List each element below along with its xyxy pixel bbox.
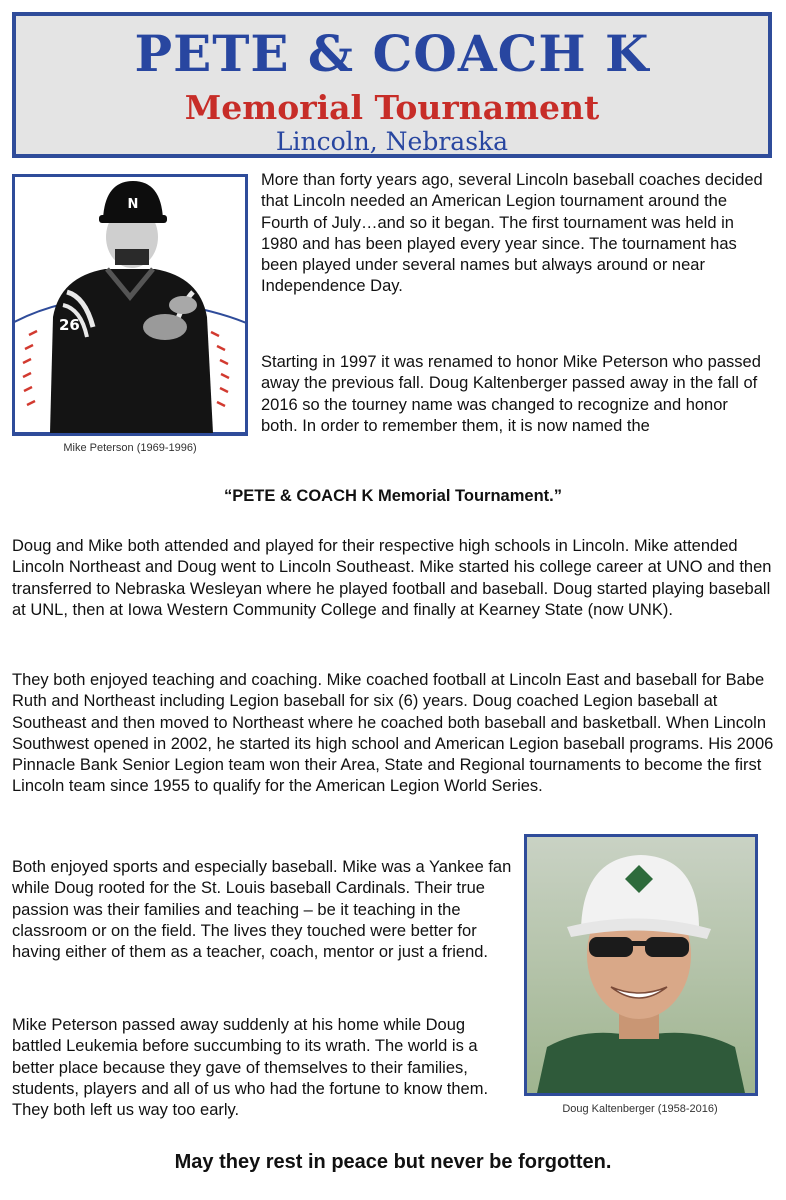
page-title: PETE & COACH K — [134, 24, 650, 83]
cap-letter: N — [127, 197, 139, 212]
mike-peterson-illustration — [15, 177, 245, 433]
intro-paragraph: More than forty years ago, several Lincoln baseball coaches decided that Lincoln needed an American Legion tournament around the Fourth of July…and so it began. The first tournament was held in 1980 and has been played every year since. The tournament has been played under several names but always around or near Independence Day. — [261, 171, 763, 296]
tournament-name-quote: “PETE & COACH K Memorial Tournament.” — [224, 487, 562, 505]
title-banner — [12, 12, 772, 158]
mike-photo-caption: Mike Peterson (1969-1996) — [63, 442, 197, 454]
passion-paragraph: Both enjoyed sports and especially baseball. Mike was a Yankee fan while Doug rooted for the St. Louis baseball Cardinals. Their true passion was their families and teaching – be it teaching in the classroom or on the field. The lives they touched were better for having either of them as a teacher, coach, mentor or just a friend. — [12, 858, 512, 962]
mike-peterson-photo — [12, 174, 248, 436]
rename-paragraph: Starting in 1997 it was renamed to honor Mike Peterson who passed away the previous fall. Doug Kaltenberger passed away in the fall of 2016 so the tourney name was changed to recognize and honor both. In order to remember them, it is now named the — [261, 353, 761, 435]
doug-kaltenberger-illustration — [527, 837, 755, 1093]
closing-line: May they rest in peace but never be forgotten. — [174, 1151, 612, 1173]
coaching-paragraph: They both enjoyed teaching and coaching. Mike coached football at Lincoln East and baseball for Babe Ruth and Northeast including Legion baseball for six (6) years. Doug coached Legion baseball at Southeast and then moved to Northeast where he coached both baseball and basketball. When Lincoln Southwest opened in 2002, he started its high school and American Legion baseball programs. His 2006 Pinnacle Bank Senior Legion team won their Area, State and Regional tournaments to become the first Lincoln team since 1955 to qualify for the American Legion World Series. — [12, 671, 774, 796]
jersey-number: 26 — [59, 316, 80, 334]
doug-photo-caption: Doug Kaltenberger (1958-2016) — [562, 1103, 718, 1115]
page-subtitle: Memorial Tournament — [184, 88, 600, 127]
doug-kaltenberger-photo — [524, 834, 758, 1096]
page-location: Lincoln, Nebraska — [275, 127, 509, 156]
remembrance-paragraph: Mike Peterson passed away suddenly at his home while Doug battled Leukemia before succumbing to its wrath. The world is a better place because they gave of themselves to their families, students, players and all of us who had the fortune to know them. They both left us way too early. — [12, 1016, 489, 1120]
schools-paragraph: Doug and Mike both attended and played for their respective high schools in Lincoln. Mike attended Lincoln Northeast and Doug went to Lincoln Southeast. Mike started his college career at UNO and then transferred to Nebraska Wesleyan where he played football and baseball. Doug started playing baseball at UNL, then at Iowa Western Community College and finally at Kearney State (now UNK). — [12, 537, 772, 619]
